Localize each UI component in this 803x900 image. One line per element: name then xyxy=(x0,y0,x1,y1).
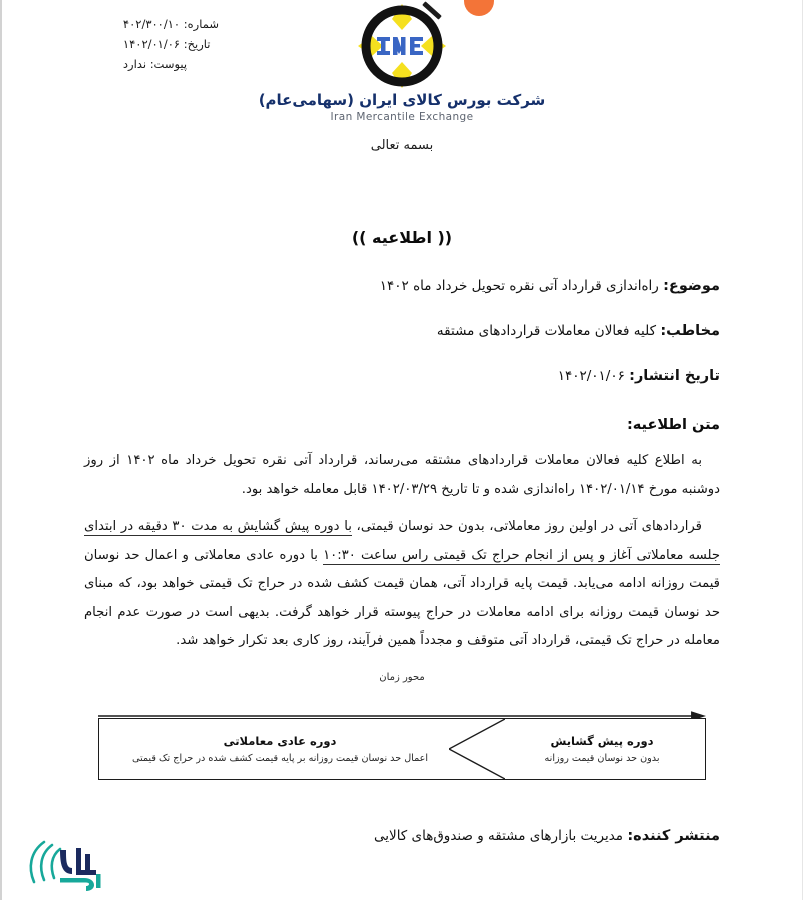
body-segment: با دوره عادی معاملاتی و اعمال حد نوسان قیمت روزانه ادامه می‌یابد. قیمت پایه قرارداد آتی، همان قیمت کشف شده در حراج تک قیمتی خواهد بود، که مبنای حد نوسان قیمت روزانه برای ادامه معاملات در حراج پیوسته قرار خواهد گرفت. بدیهی است در صورت عدم انجام معامله در حراج تک قیمتی، قرارداد آتی متوقف و مجدداً همین فرآیند، روز کاری بعد تکرار خواهد شد. xyxy=(84,547,720,648)
meta-label-number: شماره: xyxy=(183,17,219,31)
kalakhabar-watermark-icon xyxy=(14,834,110,894)
field-key-publish-date: تاریخ انتشار: xyxy=(629,368,720,384)
meta-label-date: تاریخ: xyxy=(183,37,211,51)
company-name-fa: شرکت بورس کالای ایران (سهامی‌عام) xyxy=(258,91,546,109)
meta-value-date: ۱۴۰۲/۰۱/۰۶ xyxy=(122,37,181,51)
body-paragraph-1 xyxy=(84,447,720,504)
field-list xyxy=(84,276,720,411)
field-value-audience: کلیه فعالان معاملات قراردادهای مشتقه xyxy=(436,323,657,339)
ime-logo-mark-icon xyxy=(356,4,448,88)
field-value-publish-date: ۱۴۰۲/۰۱/۰۶ xyxy=(557,368,625,384)
ime-logo xyxy=(2,4,802,123)
basmala-text: بسمه تعالی xyxy=(370,138,434,153)
timeline-diagram xyxy=(98,672,706,780)
field-row-audience xyxy=(84,321,720,341)
field-row-publish-date xyxy=(84,366,720,386)
timeline-segment-preopening xyxy=(499,719,705,779)
body-segment: به اطلاع کلیه فعالان معاملات قراردادهای مشتقه می‌رساند، قرارداد آتی نقره تحویل خرداد ماه ۱۴۰۲ از روز دوشنبه مورخ ۱۴۰۲/۰۱/۱۴ راه‌اندازی شده و تا تاریخ ۱۴۰۲/۰۳/۲۹ قابل معامله خواهد بود. xyxy=(84,453,720,497)
timeline-segment-normal-trading xyxy=(99,719,461,779)
meta-label-attachment: پیوست: xyxy=(149,57,188,71)
timeline-bar xyxy=(98,718,706,780)
meta-value-number: ۴۰۲/۳۰۰/۱۰ xyxy=(122,17,181,31)
publisher-key: منتشر کننده: xyxy=(627,828,720,844)
publisher-line xyxy=(84,828,720,844)
publisher-value: مدیریت بازارهای مشتقه و صندوق‌های کالایی xyxy=(373,828,624,844)
time-axis-arrow-icon xyxy=(98,706,706,716)
company-name-en: Iran Mercantile Exchange xyxy=(330,111,474,123)
segment-subtitle: بدون حد نوسان قیمت روزانه xyxy=(544,753,660,764)
time-axis-label: محور زمان xyxy=(379,672,425,683)
segment-title: دوره عادی معاملاتی xyxy=(223,734,337,748)
body-segment-underlined: با دوره پیش گشایش به مدت ۳۰ دقیقه در ابتدای جلسه معاملاتی آغاز و پس از انجام حراج تک قیمتی راس ساعت ۱۰:۳۰ xyxy=(84,519,721,563)
meta-value-attachment: ندارد xyxy=(122,57,147,71)
field-row-subject xyxy=(84,276,720,296)
segment-title: دوره پیش گشایش xyxy=(550,734,654,748)
field-value-subject: راه‌اندازی قرارداد آتی نقره تحویل خرداد ماه ۱۴۰۲ xyxy=(379,278,659,294)
body-paragraph-2 xyxy=(84,513,720,656)
field-key-subject: موضوع: xyxy=(663,278,720,294)
field-key-audience: مخاطب: xyxy=(660,323,720,339)
body-segment: قراردادهای آتی در اولین روز معاملاتی، بدون حد نوسان قیمتی، xyxy=(351,519,702,534)
segment-subtitle: اعمال حد نوسان قیمت روزانه بر پایه قیمت کشف شده در حراج تک قیمتی xyxy=(131,753,429,764)
page-title: (( اطلاعیه )) xyxy=(351,228,453,247)
body-heading: متن اطلاعیه: xyxy=(626,417,720,433)
body-text xyxy=(84,447,720,656)
